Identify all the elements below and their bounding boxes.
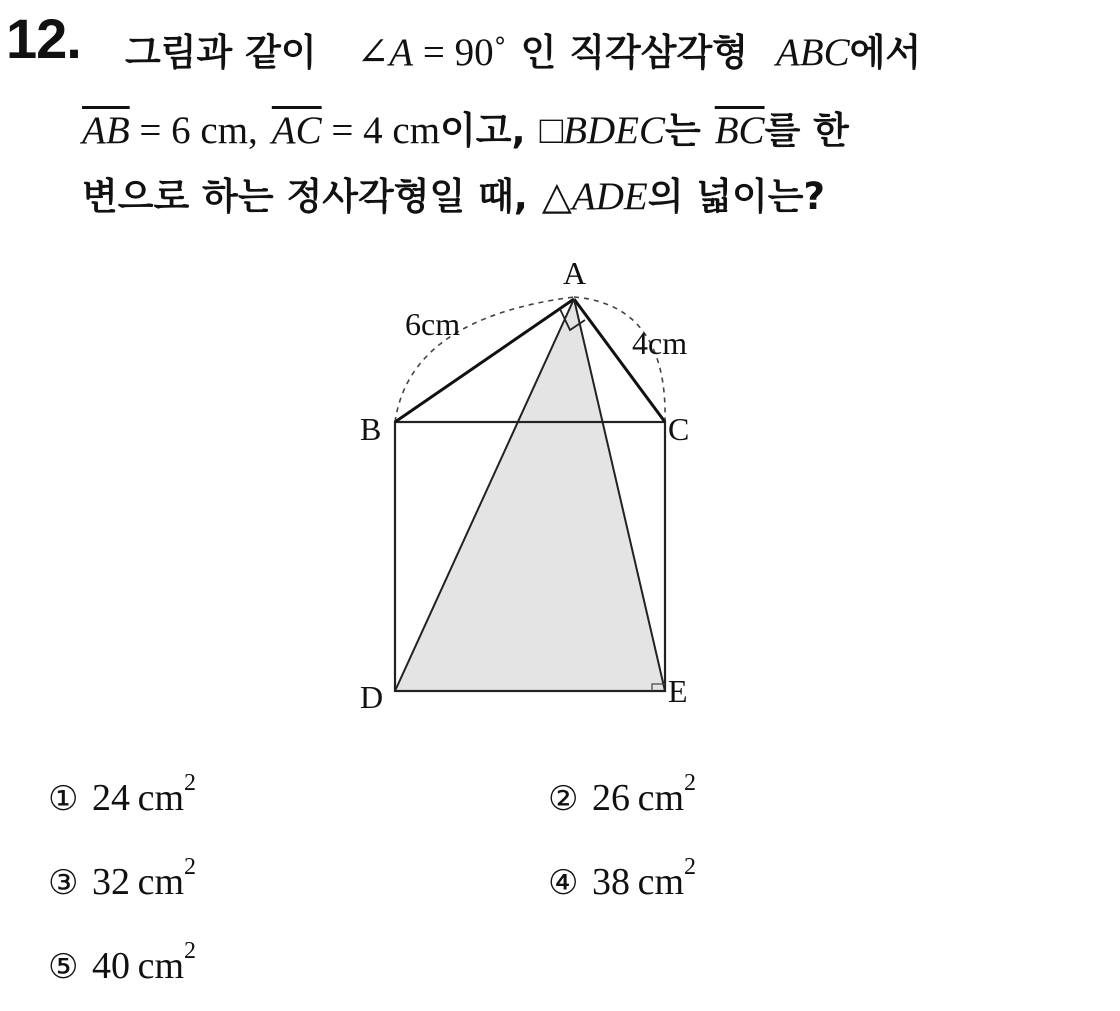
angle-variable: A [389, 31, 414, 74]
degree-symbol: ˚ [493, 31, 507, 74]
choice-number: ⑤ [48, 949, 79, 986]
angle-symbol: ∠ [356, 31, 390, 74]
question-text: 인 직각삼각형 [520, 31, 748, 74]
question-text: 변으로 하는 정사각형일 때, [82, 175, 528, 218]
choice-value: 40 [92, 945, 130, 987]
choice-3[interactable] [48, 854, 197, 904]
label-d: D [360, 679, 384, 715]
choice-1[interactable] [48, 770, 197, 820]
triangle-ade-name: ADE [571, 175, 648, 218]
segment-bc: $\overline{BC}$ [714, 109, 765, 152]
choice-unit: cm [137, 777, 185, 819]
length-ac-label: 4cm [632, 325, 688, 361]
choice-value: 32 [92, 861, 130, 903]
choice-number: ② [548, 781, 579, 818]
choice-exponent: 2 [184, 854, 197, 881]
choice-4[interactable] [548, 854, 697, 904]
choice-2[interactable] [548, 770, 697, 820]
segment-ab-value: = 6 cm, [129, 109, 258, 152]
question-text: 그림과 같이 [125, 31, 317, 74]
question-text: 는 [664, 109, 701, 152]
choice-unit: cm [637, 861, 685, 903]
choice-value: 24 [92, 777, 130, 819]
label-c: C [668, 411, 690, 447]
segment-ac-value: = 4 cm [321, 109, 441, 152]
question-text: 이고, [440, 109, 526, 152]
choice-exponent: 2 [184, 770, 197, 797]
angle-value: = 90 [413, 31, 494, 74]
square-name: BDEC [563, 109, 665, 152]
label-a: A [563, 255, 587, 291]
choice-exponent: 2 [684, 854, 697, 881]
question-text: 의 넓이는? [647, 175, 825, 218]
choice-unit: cm [137, 861, 185, 903]
square-symbol: □ [539, 109, 564, 152]
triangle-name: ABC [775, 31, 850, 74]
triangle-symbol: △ [541, 175, 572, 218]
choice-5[interactable] [48, 938, 197, 988]
choice-number: ④ [548, 865, 579, 902]
question-number: 12. [6, 7, 81, 70]
choice-value: 26 [592, 777, 630, 819]
choice-number: ① [48, 781, 79, 818]
shaded-triangle-ade [395, 299, 665, 691]
question-text: 를 한 [764, 109, 849, 152]
choice-unit: cm [137, 945, 185, 987]
question-text: 에서 [849, 31, 922, 74]
segment-ac: $\overline{AC}$ [271, 109, 322, 152]
choice-exponent: 2 [684, 770, 697, 797]
label-b: B [360, 411, 382, 447]
length-ab-label: 6cm [405, 306, 461, 342]
choice-number: ③ [48, 865, 79, 902]
label-e: E [668, 673, 688, 709]
segment-ab: $\overline{AB}$ [82, 109, 130, 152]
choice-unit: cm [637, 777, 685, 819]
choice-value: 38 [592, 861, 630, 903]
choice-exponent: 2 [184, 938, 197, 965]
